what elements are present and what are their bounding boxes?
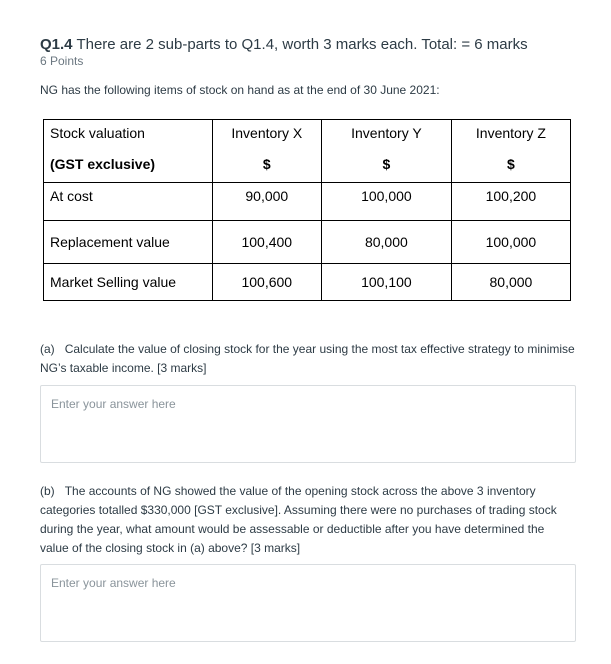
table-cell: 100,200 — [451, 183, 570, 221]
table-row — [44, 264, 571, 301]
header-cell: Stock valuation — [44, 120, 213, 147]
table-cell: 100,100 — [321, 264, 451, 301]
part-b-text: The accounts of NG showed the value of the opening stock across the above 3 inventory categories totalled $330,000 [GST exclusive]. Assuming there were no purchases of trading stock during the year, what amount would be assessable or deductible after you have determined the value of the closing stock in (a) above? [3 marks] — [40, 484, 557, 555]
header-cell: Inventory Y — [321, 120, 451, 147]
table-cell: 80,000 — [321, 221, 451, 264]
table-row — [44, 183, 571, 221]
question-title-text: There are 2 sub-parts to Q1.4, worth 3 marks each. Total: = 6 marks — [76, 36, 528, 53]
part-a-prompt — [40, 340, 576, 378]
part-b-prompt — [40, 482, 576, 558]
table-header-row — [44, 120, 571, 147]
part-b-label: (b) — [40, 484, 55, 498]
header-cell: Inventory X — [212, 120, 321, 147]
part-a-answer-placeholder: Enter your answer here — [51, 397, 176, 411]
question-number: Q1.4 — [40, 36, 73, 53]
part-a-text: Calculate the value of closing stock for the year using the most tax effective strategy to minimise NG’s taxable income. [3 marks] — [40, 342, 575, 375]
header-cell: $ — [451, 147, 570, 183]
table-cell: 100,400 — [212, 221, 321, 264]
table-cell: 100,000 — [451, 221, 570, 264]
row-label: Market Selling value — [44, 264, 213, 301]
part-a-answer-field[interactable] — [40, 385, 576, 463]
row-label: At cost — [44, 183, 213, 221]
question-intro: NG has the following items of stock on hand as at the end of 30 June 2021: — [40, 83, 440, 97]
row-label: Replacement value — [44, 221, 213, 264]
table-header-row — [44, 147, 571, 183]
header-cell: Inventory Z — [451, 120, 570, 147]
part-b-answer-placeholder: Enter your answer here — [51, 576, 176, 590]
header-cell: (GST exclusive) — [44, 147, 213, 183]
header-cell: $ — [212, 147, 321, 183]
stock-valuation-table — [43, 119, 571, 301]
table-row — [44, 221, 571, 264]
table-cell: 80,000 — [451, 264, 570, 301]
part-b-answer-field[interactable] — [40, 564, 576, 642]
part-a-label: (a) — [40, 342, 55, 356]
table-cell: 90,000 — [212, 183, 321, 221]
question-points: 6 Points — [40, 54, 84, 68]
header-cell: $ — [321, 147, 451, 183]
question-title — [40, 36, 528, 53]
table-cell: 100,000 — [321, 183, 451, 221]
table-cell: 100,600 — [212, 264, 321, 301]
